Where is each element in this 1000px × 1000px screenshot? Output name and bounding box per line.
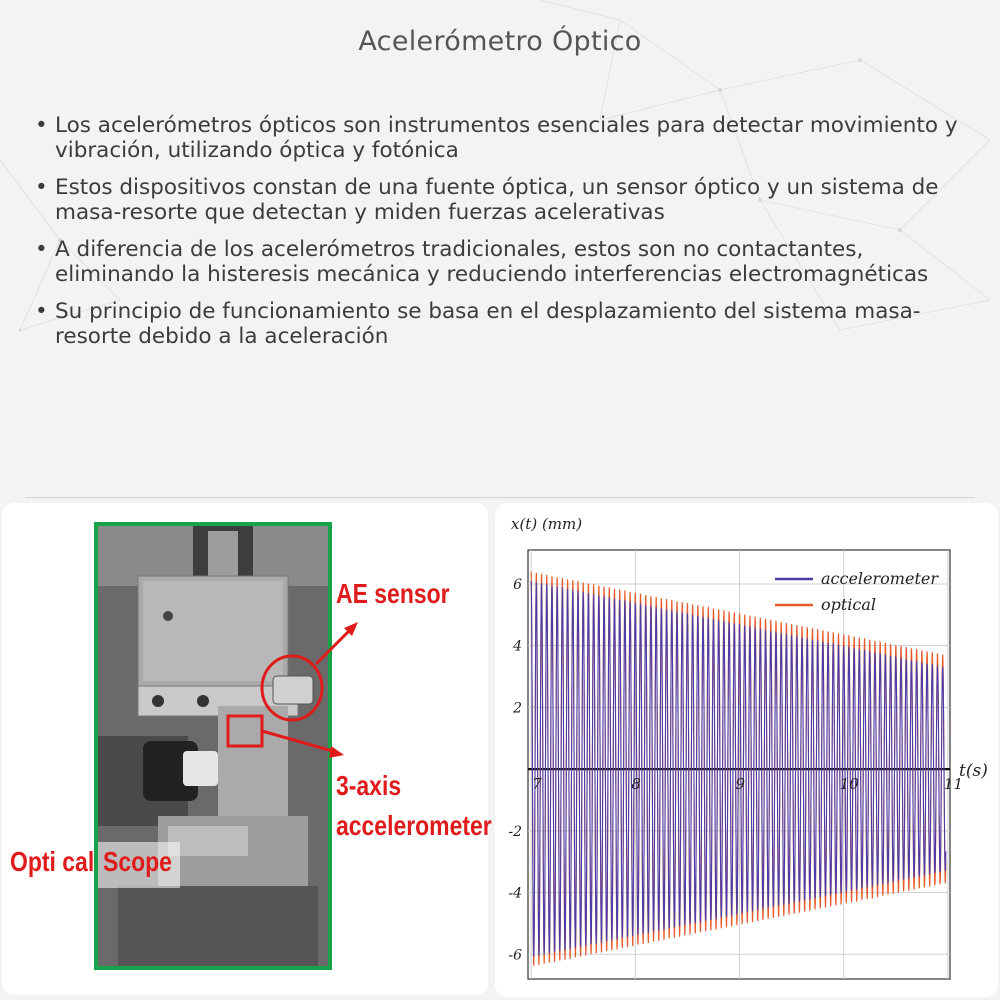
y-tick-label: 2 (513, 700, 522, 717)
bullet-item: • Los acelerómetros ópticos son instrumentos esenciales para detectar movimiento y vibración, utilizando óptica y fotónica (30, 113, 960, 163)
page-title: Acelerómetro Óptico (358, 26, 642, 57)
section-divider (25, 497, 975, 498)
y-tick-label: 4 (513, 638, 522, 655)
x-tick-label: 9 (735, 775, 746, 794)
accelerometer-label: accelerometer (336, 810, 492, 841)
bullet-item: • Estos dispositivos constan de una fuente óptica, un sensor óptico y un sistema de masa-resorte que detectan y miden fuerzas acelerativas (30, 175, 960, 225)
bullet-list (30, 113, 960, 361)
y-tick-label: -4 (508, 885, 522, 902)
bullet-item: • Su principio de funcionamiento se basa en el desplazamiento del sistema masa-resorte debido a la aceleración (30, 299, 960, 349)
optical-label: Opti cal (10, 846, 95, 877)
x-tick-label: 10 (839, 775, 859, 794)
experiment-photo (94, 522, 332, 970)
bullet-item: • A diferencia de los acelerómetros tradicionales, estos son no contactantes, eliminando la histeresis mecánica y reduciendo interferencias electromagnéticas (30, 237, 960, 287)
x-tick-label: 8 (631, 775, 641, 794)
y-axis-label: x(t) (mm) (511, 515, 583, 533)
displacement-chart (495, 503, 998, 997)
y-tick-label: -2 (508, 823, 522, 840)
y-tick-label: -6 (508, 947, 522, 964)
chart-panel (495, 503, 998, 997)
legend-label-accelerometer: accelerometer (821, 569, 938, 588)
x-axis-label: t(s) (959, 761, 988, 781)
legend-label-optical: optical (821, 595, 877, 614)
y-tick-label: 6 (513, 576, 522, 593)
scope-label: Scope (103, 846, 172, 877)
x-tick-label: 11 (943, 775, 964, 794)
x-tick-label: 7 (532, 775, 542, 794)
ae-sensor-label: AE sensor (336, 578, 450, 609)
three-axis-label: 3-axis (336, 770, 402, 801)
